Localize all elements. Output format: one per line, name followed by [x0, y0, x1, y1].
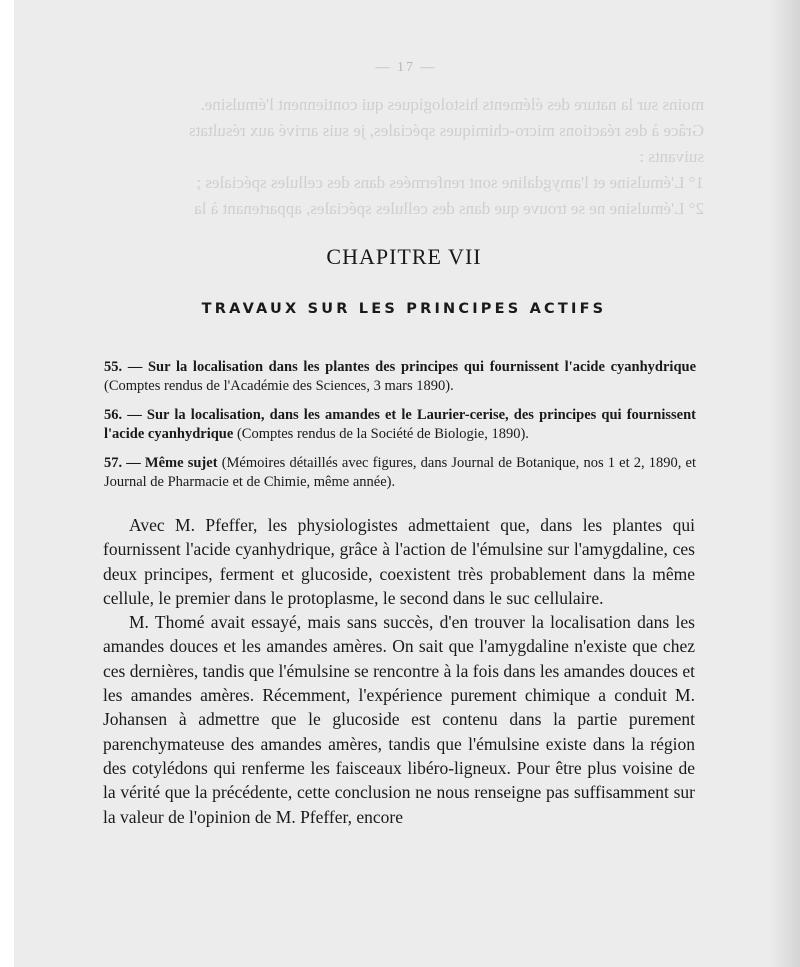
paragraph: Avec M. Pfeffer, les physiologistes admettaient que, dans les plantes qui fournissent l'acide cyanhydrique, grâce à l'action de l'émulsine sur l'amygdaline, ces deux principes, ferment et glucoside, coexistent très probablement dans la même cellule, le premier dans le protoplasme, le second dans le suc cellulaire.	[103, 515, 695, 608]
bleed-line: suivants :	[639, 147, 704, 166]
reference-title: — Sur la localisation, dans les amandes et le Laurier-cerise, des principes qui fournissent l'acide cyanhydrique	[104, 407, 697, 442]
scanned-page	[14, 0, 800, 967]
reference-source: (Mémoires détaillés avec figures, dans Journal de Botanique, nos 1 et 2, 1890, et Journal de Pharmacie et de Chimie, même année).	[104, 455, 697, 490]
reference-number: 55.	[104, 359, 123, 375]
page-folio: — 17 —	[375, 60, 437, 75]
reference-number: 56.	[104, 407, 123, 423]
bleed-line: 1° L'émulsine et l'amygdaline sont renfermées dans des cellules spéciales ;	[196, 173, 704, 192]
bleed-line: 2° L'émulsine ne se trouve que dans des cellules spéciales, appartenant à la	[194, 199, 704, 218]
body-text	[103, 513, 695, 829]
reference-title: — Même sujet	[126, 455, 218, 471]
bleed-line: Grâce à des réactions micro-chimiques spéciales, je suis arrivé aux résultats	[189, 121, 704, 140]
bleed-through-text	[104, 92, 704, 222]
reference-source: (Comptes rendus de l'Académie des Sciences, 3 mars 1890).	[104, 378, 454, 394]
reference-item	[104, 454, 696, 492]
paragraph: M. Thomé avait essayé, mais sans succès, d'en trouver la localisation dans les amandes douces et les amandes amères. On sait que l'amygdaline n'existe que chez ces dernières, tandis que l'émulsine se rencontre à la fois dans les amandes douces et les amandes amères. Récemment, l'expérience purement chimique a conduit M. Johansen à admettre que le glucoside est contenu dans la partie purement parenchymateuse des amandes amères, tandis que l'émulsine existe dans la région des cotylédons qui renferme les faisceaux libéro-ligneux. Pour être plus voisine de la vérité que la précédente, cette conclusion ne nous renseigne pas suffisamment sur la valeur de l'opinion de M. Pfeffer, encore	[103, 612, 695, 827]
section-title: TRAVAUX SUR LES PRINCIPES ACTIFS	[201, 301, 607, 317]
reference-list	[104, 358, 696, 502]
reference-title: — Sur la localisation dans les plantes des principes qui fournissent l'acide cyanhydrique	[127, 359, 697, 375]
reference-item	[104, 406, 696, 444]
reference-number: 57.	[104, 455, 123, 471]
reference-item	[104, 358, 696, 396]
bleed-line: moins sur la nature des éléments histologiques qui contiennent l'émulsine.	[200, 95, 704, 114]
reference-source: (Comptes rendus de la Société de Biologie, 1890).	[236, 426, 529, 442]
chapter-title: CHAPITRE VII	[326, 244, 482, 269]
